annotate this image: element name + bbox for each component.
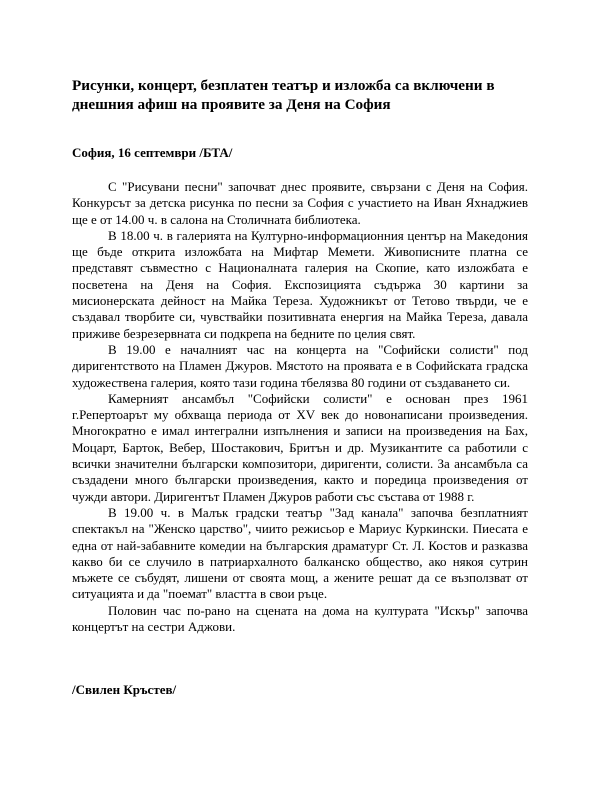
article-paragraph: В 18.00 ч. в галерията на Културно-информационния център на Македония ще бъде открита изложбата на Мифтар Мемети. Живописните платна се представят съвместно с Националната галерия на Скопие, като изложбата е посветена на Деня на София. Експозицията съдържа 30 картини за мисионерската дейност на Майка Тереза. Художникът от Тетово твърди, че е създавал творбите си, чувствайки позитивната енергия на Майка Тереза, давала приживе безрезервната си подкрепа на бедните по целия свят. xyxy=(72,227,528,341)
article-dateline: София, 16 септември /БТА/ xyxy=(72,145,233,160)
article-paragraph: С "Рисувани песни" започват днес проявите, свързани с Деня на София. Конкурсът за детска рисунка по песни за София с участието на Иван Яхнаджиев ще е от 14.00 ч. в салона на Столичната библиотека. xyxy=(72,179,528,227)
article-paragraph: Половин час по-рано на сцената на дома на културата "Искър" започва концертът на сестри Аджови. xyxy=(72,602,528,635)
article-paragraph: В 19.00 е началният час на концерта на "Софийски солисти" под диригентството на Пламен Джуров. Мястото на проявата е в Софийската градска художествена галерия, която тази година тбелязва 80 години от създаването си. xyxy=(72,341,528,390)
article-paragraph: Камерният ансамбъл "Софийски солисти" е основан през 1961 г.Репертоарът му обхваща периода от XV век до новонаписани произведения. Многократно е имал интегрални изпълнения и записи на произведения на Бах, Моцарт, Барток, Вебер, Шостакович, Бритън и др. Музикантите са работили с всички значителни български композитори, диригенти, солисти. За ансамбъла са създадени много български произведения, както и поредица произведения от чужди автори. Диригентът Пламен Джуров работи със състава от 1988 г. xyxy=(72,390,528,504)
article-author: /Свилен Кръстев/ xyxy=(72,682,177,697)
article-title: Рисунки, концерт, безплатен театър и изложба са включени в днешния афиш на проявите за Деня на София xyxy=(72,77,495,113)
article-body xyxy=(72,179,528,635)
article-paragraph: В 19.00 ч. в Малък градски театър "Зад канала" започва безплатният спектакъл на "Женско царство", чиито режисьор е Мариус Куркински. Пиесата е една от най-забавните комедии на българския драматург Ст. Л. Костов и разказва какво би се случило в патриархалното балканско общество, ако някоя сутрин мъжете се събудят, лишени от своята мощ, а жените решат да се възползват от ситуацията и да "поемат" властта в свои ръце. xyxy=(72,504,528,602)
